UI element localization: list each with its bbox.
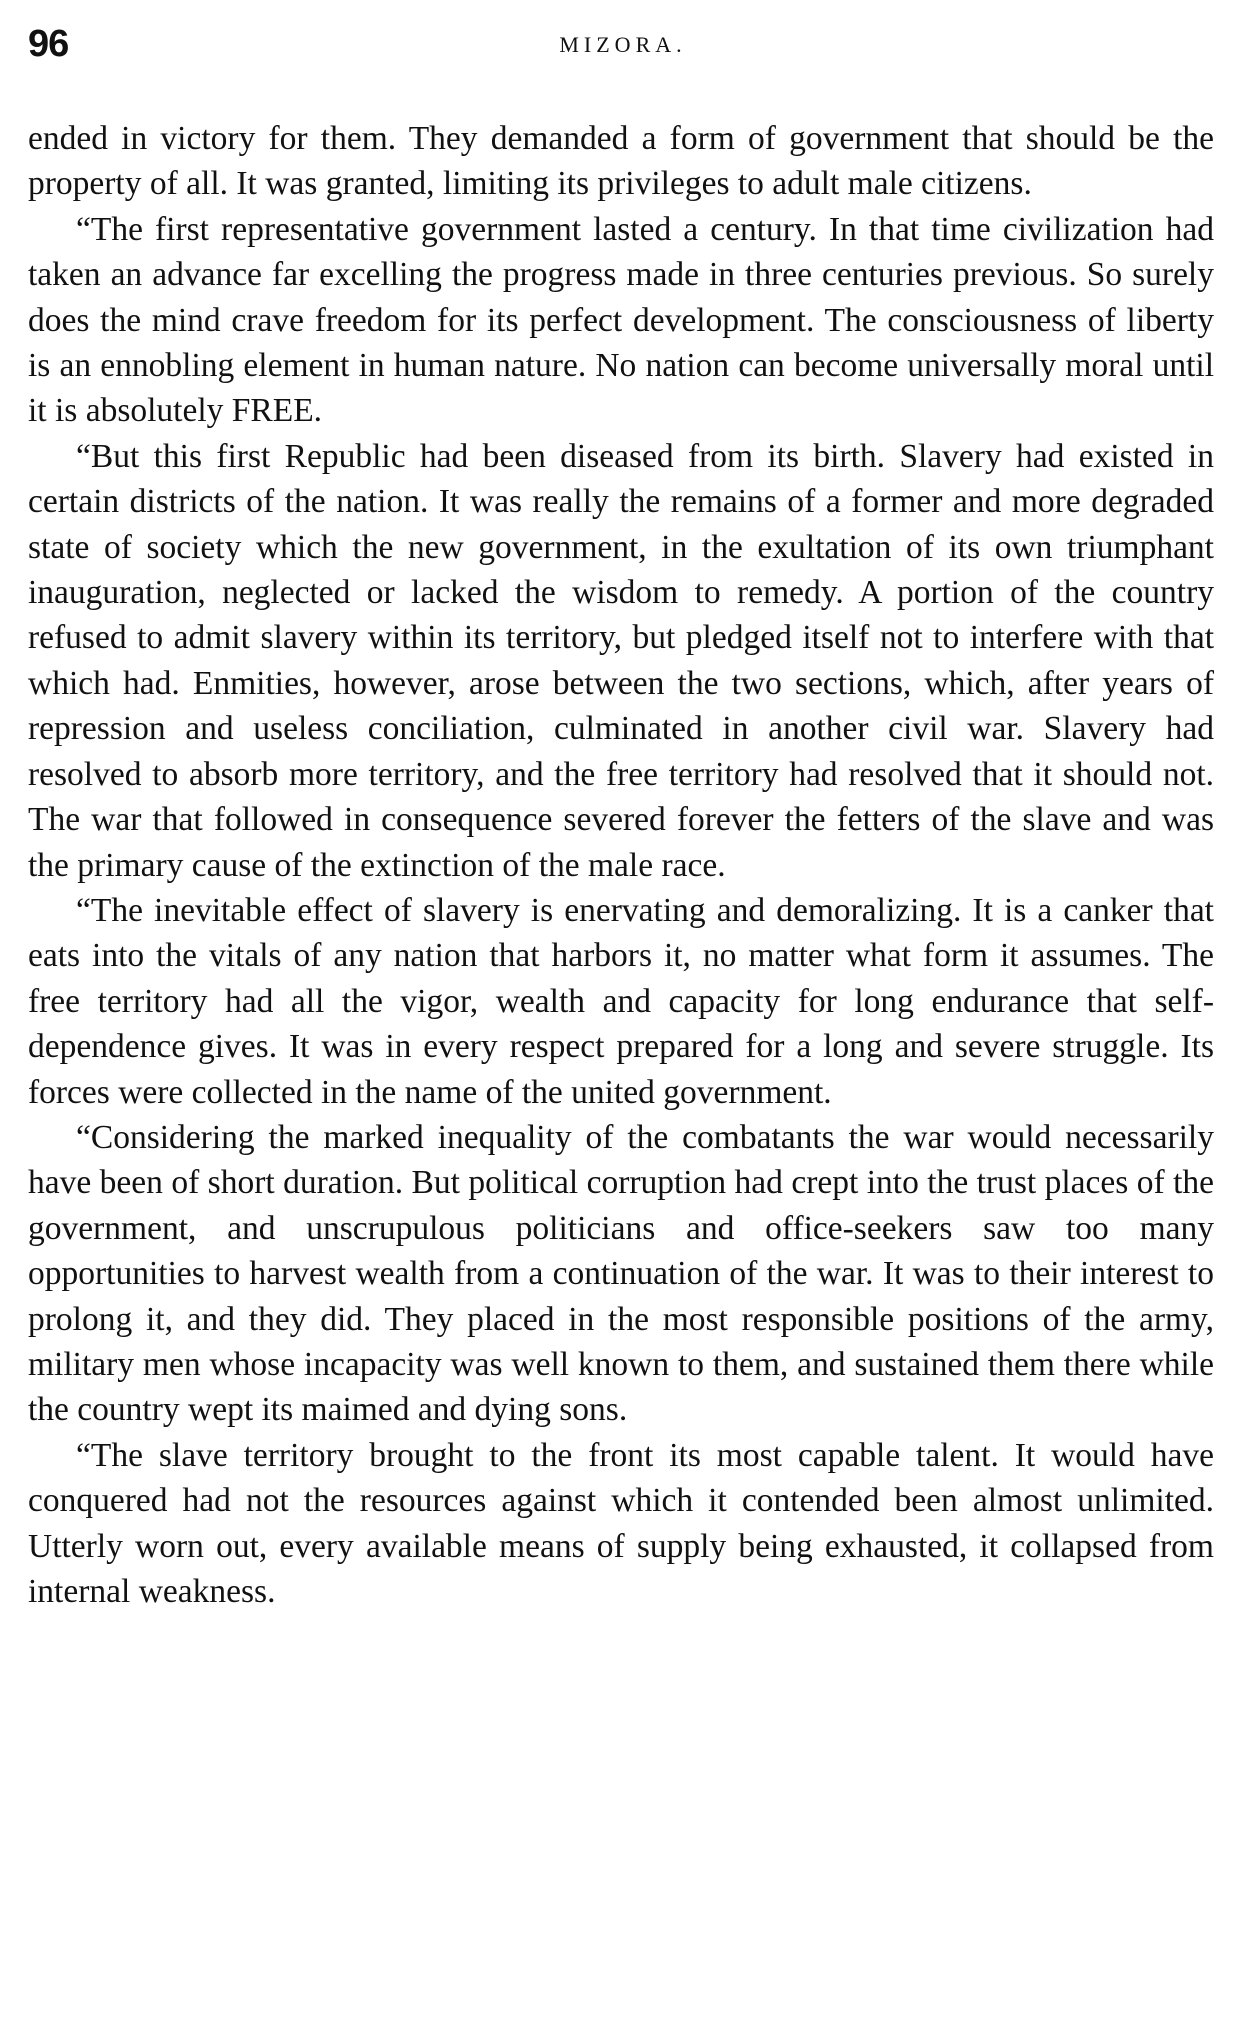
paragraph: “Considering the marked inequality of the combatants the war would necessarily have been of short duration. But political corruption had crept into the trust places of the government, and unscrupulous politicians and office-seekers saw too many opportunities to harvest wealth from a continuation of the war. It was to their interest to prolong it, and they did. They placed in the most responsible positions of the army, military men whose incapacity was well known to them, and sustained them there while the country wept its maimed and dying sons. [28,1118,1214,1429]
paragraph: ended in victory for them. They demanded a form of government that should be the property of all. It was granted, limiting its privileges to adult male citizens. [28,120,1214,203]
paragraph: “The inevitable effect of slavery is enervating and demoralizing. It is a canker that eats into the vitals of any nation that harbors it, no matter what form it assumes. The free territory had all the vigor, wealth and capacity for long endurance that self-dependence gives. It was in every respect prepared for a long and severe struggle. Its forces were collected in the name of the united government. [28,891,1214,1111]
paragraph: “The slave territory brought to the front its most capable talent. It would have conquered had not the resources against which it contended been almost unlimited. Utterly worn out, every available means of supply being exhausted, it collapsed from internal weakness. [28,1436,1214,1610]
paragraph: “But this first Republic had been diseased from its birth. Slavery had existed in certain districts of the nation. It was really the remains of a former and more degraded state of society which the new government, in the exultation of its own triumphant inauguration, neglected or lacked the wisdom to remedy. A portion of the country refused to admit slavery within its territory, but pledged itself not to interfere with that which had. Enmities, however, arose between the two sections, which, after years of repression and useless conciliation, culminated in another civil war. Slavery had resolved to absorb more territory, and the free territory had resolved that it should not. The war that followed in consequence severed forever the fetters of the slave and was the primary cause of the extinction of the male race. [28,437,1214,884]
running-title: MIZORA. [559,32,687,57]
page-number: 96 [28,23,69,65]
paragraph: “The first representative government lasted a century. In that time civilization had taken an advance far excelling the progress made in three centuries previous. So surely does the mind crave freedom for its perfect development. The consciousness of liberty is an ennobling element in human nature. No nation can become universally moral until it is absolutely FREE. [28,210,1214,430]
body-text [28,116,1214,1614]
running-head [28,22,1218,88]
